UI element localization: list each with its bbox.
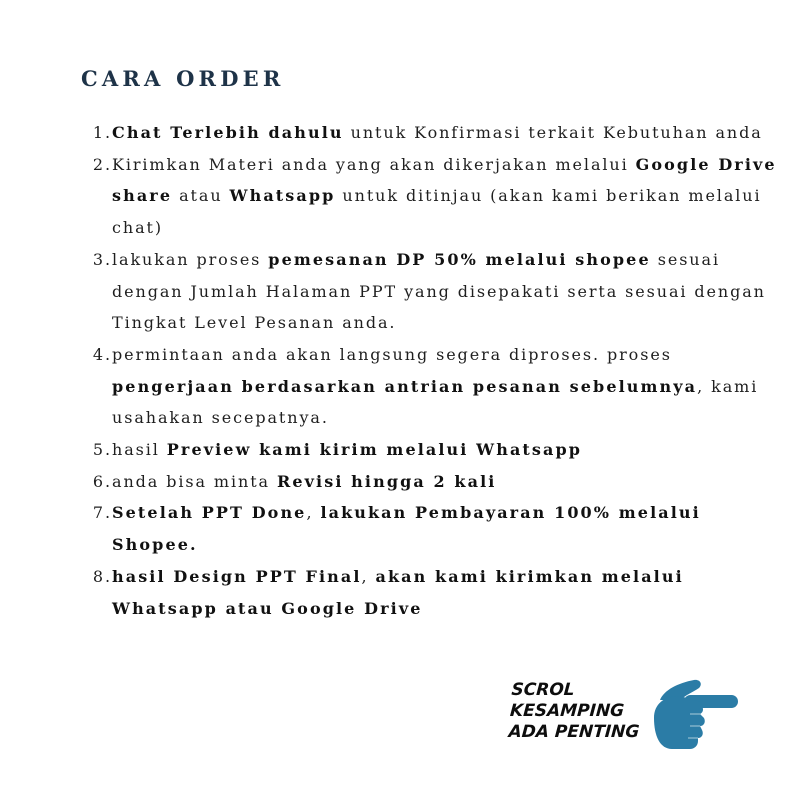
order-step-7: [84, 497, 784, 560]
step-text-segment: untuk Konfirmasi terkait Kebutuhan anda: [343, 123, 763, 142]
step-text: [112, 434, 784, 466]
step-text-emphasis: Revisi hingga 2 kali: [276, 471, 497, 491]
scroll-hint: [507, 680, 641, 743]
step-text-emphasis: hasil Design PPT Final: [112, 566, 362, 586]
order-step-5: [84, 434, 784, 466]
step-text-segment: , kami usahakan secepatnya.: [112, 376, 759, 428]
step-number: 7.: [92, 503, 112, 523]
order-step-1: [84, 117, 784, 149]
step-text-segment: sesuai dengan Jumlah Halaman PPT yang disepakati serta sesuai dengan Tingkat Level Pesanan anda.: [112, 249, 766, 333]
order-step-3: [84, 244, 784, 339]
step-text-emphasis: pengerjaan berdasarkan antrian pesanan sebelumnya: [112, 376, 698, 396]
order-step-8: [84, 561, 784, 624]
step-text-segment: permintaan anda akan langsung segera diproses. proses: [112, 344, 672, 364]
scroll-hint-text: [508, 680, 643, 743]
step-text-emphasis: pemesanan DP 50% melalui shopee: [268, 249, 651, 269]
step-number: 8.: [92, 566, 112, 586]
step-text: [112, 561, 784, 624]
step-number: 2.: [92, 154, 112, 174]
step-number: 5.: [92, 440, 112, 460]
order-steps-list: [84, 117, 784, 624]
step-text: [112, 339, 784, 434]
step-text: [112, 497, 784, 560]
order-step-6: [84, 466, 784, 498]
step-text: [112, 149, 784, 244]
scroll-hint-line: ADA PENTING: [507, 722, 641, 742]
step-text-emphasis: akan kami kirimkan melalui Whatsapp atau Google Drive: [112, 566, 684, 618]
step-text-segment: hasil: [112, 440, 167, 460]
scroll-hint-line: KESAMPING: [509, 701, 625, 721]
step-text: [112, 466, 784, 498]
step-text-segment: Kirimkan Materi anda yang akan dikerjakan melalui: [112, 154, 636, 174]
step-text-emphasis: Chat Terlebih dahulu: [112, 123, 344, 142]
step-number: 4.: [92, 344, 112, 364]
step-text-segment: untuk ditinjau (akan kami berikan melalui chat): [112, 186, 762, 238]
step-number: 6.: [92, 471, 112, 491]
step-text-segment: ,: [361, 566, 376, 586]
pointing-hand-right-icon: [650, 678, 742, 752]
step-text-emphasis: lakukan Pembayaran 100% melalui Shopee.: [112, 503, 701, 555]
step-text-emphasis: Whatsapp: [229, 186, 336, 206]
step-text-segment: atau: [172, 186, 230, 206]
order-step-4: [84, 339, 784, 434]
step-number: 1.: [92, 123, 112, 142]
step-text-segment: anda bisa minta: [112, 471, 277, 491]
step-text: [112, 117, 784, 149]
step-text-emphasis: Setelah PPT Done: [112, 503, 307, 523]
step-text-segment: lakukan proses: [112, 249, 269, 269]
step-number: 3.: [92, 249, 112, 269]
step-text-segment: ,: [306, 503, 321, 523]
step-text: [112, 244, 784, 339]
scroll-hint-line: SCROL: [510, 680, 576, 700]
page-title: CARA ORDER: [81, 66, 285, 91]
order-step-2: [84, 149, 784, 244]
step-text-emphasis: Preview kami kirim melalui Whatsapp: [166, 440, 583, 460]
step-text-emphasis: Google Drive share: [112, 154, 777, 206]
